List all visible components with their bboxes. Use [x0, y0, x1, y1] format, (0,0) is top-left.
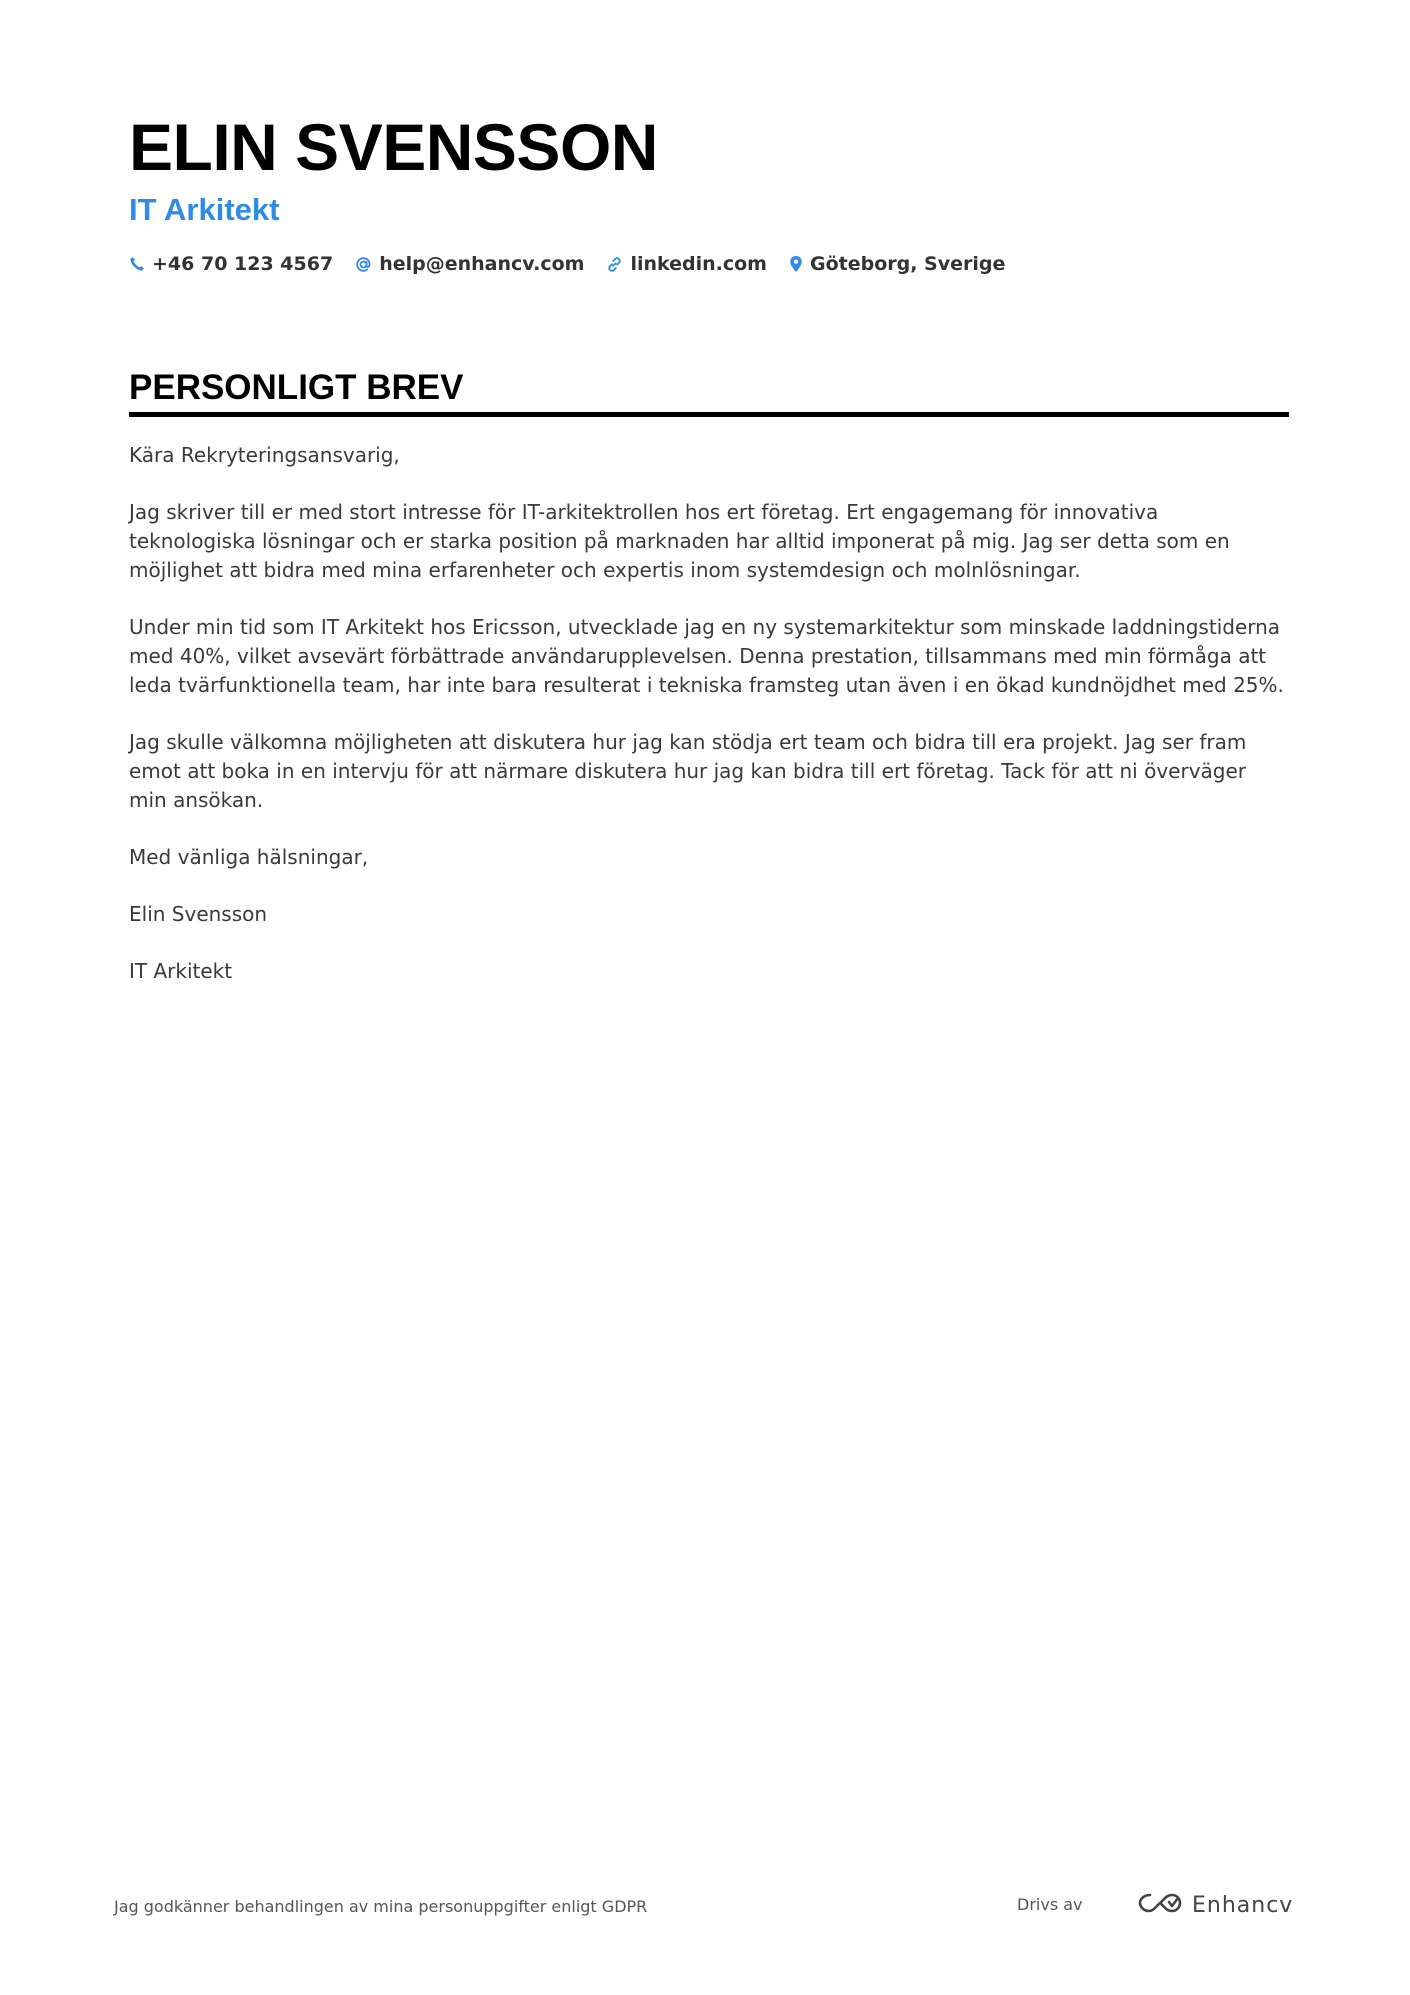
contact-email	[355, 253, 584, 275]
contact-phone	[129, 253, 333, 275]
location-pin-icon	[789, 255, 803, 273]
gdpr-consent-text: Jag godkänner behandlingen av mina personuppgifter enligt GDPR	[114, 1897, 648, 1916]
closing: Med vänliga hälsningar,	[129, 845, 369, 869]
email-link[interactable]: help@enhancv.com	[379, 253, 585, 275]
applicant-name: ELIN SVENSSON	[129, 110, 658, 184]
powered-by-label: Drivs av	[1017, 1895, 1083, 1914]
signature-name: Elin Svensson	[129, 902, 268, 926]
cover-letter-section	[129, 366, 1289, 1014]
paragraph-1: Jag skriver till er med stort intresse för IT-arkitektrollen hos ert företag. Ert engagemang för innovativa teknologiska lösningar och er starka position på marknaden har alltid imponerat på mig. Jag ser detta som en möjlighet att bidra med mina erfarenheter och expertis inom systemdesign och molnlösningar.	[129, 500, 1230, 582]
letter-body	[129, 441, 1289, 986]
contact-linkedin	[606, 253, 767, 275]
enhancv-brand-link[interactable]	[1136, 1890, 1293, 1920]
phone-number[interactable]: +46 70 123 4567	[152, 253, 334, 275]
header	[129, 108, 1289, 275]
footer	[114, 1892, 1294, 1922]
contact-location	[789, 253, 1005, 275]
section-title: PERSONLIGT BREV	[129, 368, 464, 407]
greeting: Kära Rekryteringsansvarig,	[129, 443, 400, 467]
section-divider	[129, 412, 1289, 417]
brand-name: Enhancv	[1192, 1892, 1294, 1918]
phone-icon	[129, 256, 145, 272]
linkedin-link[interactable]: linkedin.com	[630, 253, 767, 275]
paragraph-2: Under min tid som IT Arkitekt hos Ericsson, utvecklade jag en ny systemarkitektur som minskade laddningstiderna med 40%, vilket avsevärt förbättrade användarupplevelsen. Denna prestation, tillsammans med min förmåga att leda tvärfunktionella team, har inte bara resulterat i tekniska framsteg utan även i en ökad kundnöjdhet med 25%.	[129, 615, 1284, 697]
enhancv-logo-icon	[1136, 1890, 1184, 1920]
link-icon	[606, 256, 623, 273]
at-icon	[355, 256, 372, 273]
location-text: Göteborg, Sverige	[809, 253, 1006, 275]
paragraph-3: Jag skulle välkomna möjligheten att diskutera hur jag kan stödja ert team och bidra till era projekt. Jag ser fram emot att boka in en intervju för att närmare diskutera hur jag kan bidra till ert företag. Tack för att ni överväger min ansökan.	[129, 730, 1247, 812]
signature-title: IT Arkitekt	[129, 959, 233, 983]
job-title: IT Arkitekt	[129, 192, 280, 227]
contact-bar	[129, 253, 1289, 275]
